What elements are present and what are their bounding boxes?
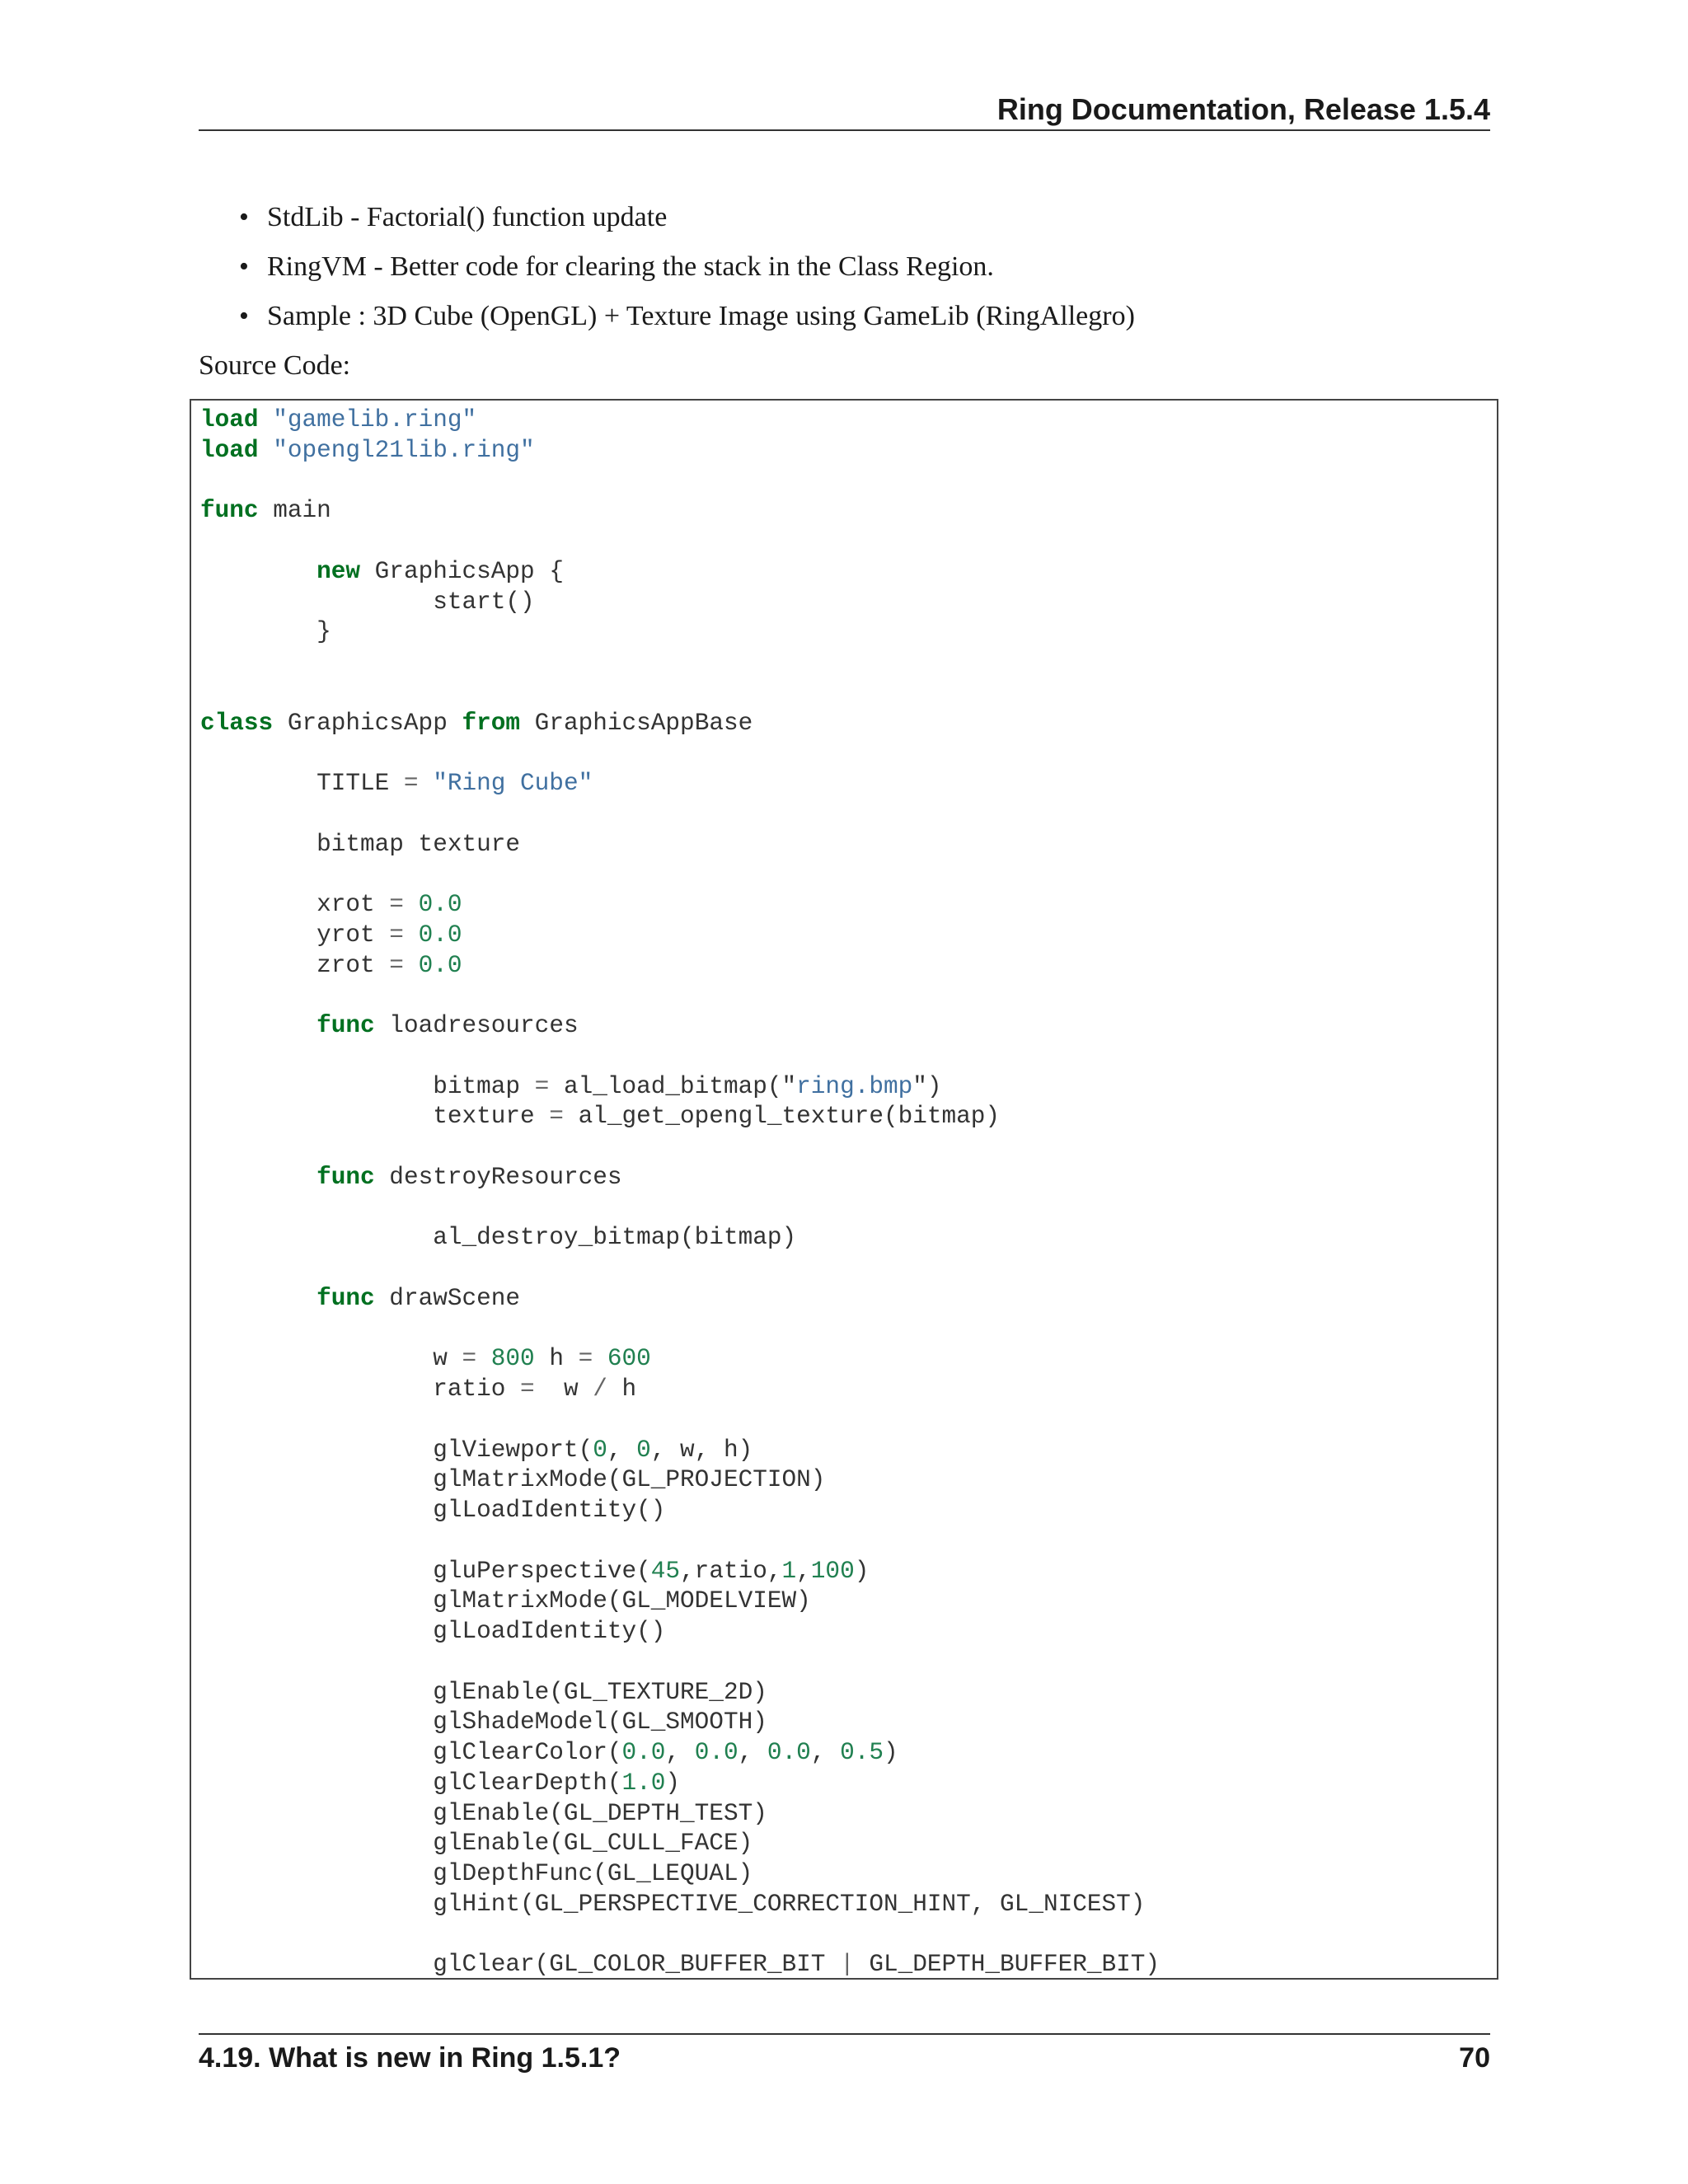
code-token: w: [200, 1345, 462, 1373]
code-token: ,: [810, 1739, 841, 1766]
code-token: xrot: [200, 891, 390, 918]
code-line: [200, 617, 1160, 648]
code-token: |: [840, 1951, 855, 1979]
code-token: GraphicsAppBase: [520, 709, 753, 737]
code-token: 1: [781, 1557, 797, 1585]
code-token: [259, 437, 274, 464]
code-token: [404, 921, 419, 949]
code-line: [200, 1708, 1160, 1738]
code-token: ): [665, 1769, 681, 1797]
code-line: [200, 1344, 1160, 1375]
code-token: glEnable(GL_DEPTH_TEST): [200, 1799, 767, 1827]
code-token: ): [854, 1557, 870, 1585]
code-token: TITLE: [200, 770, 404, 797]
code-token: ratio: [200, 1376, 521, 1403]
code-token: =: [520, 1376, 535, 1403]
footer-section-title: 4.19. What is new in Ring 1.5.1?: [199, 2042, 621, 2074]
code-token: 0.5: [840, 1739, 884, 1766]
code-line: [200, 1375, 1160, 1405]
code-line: [200, 1042, 1160, 1072]
code-token: [200, 1164, 316, 1191]
code-line: [200, 921, 1160, 951]
list-item: • RingVM - Better code for clearing the stack in the Class Region.: [239, 246, 1135, 295]
list-item: • StdLib - Factorial() function update: [239, 196, 1135, 246]
code-token: 0.0: [418, 921, 462, 949]
code-line: [200, 1950, 1160, 1980]
code-token: 0.0: [694, 1739, 738, 1766]
code-line: [200, 1769, 1160, 1799]
code-line: [200, 1315, 1160, 1345]
code-token: al_get_opengl_texture(bitmap): [563, 1103, 1001, 1131]
code-token: =: [534, 1072, 550, 1100]
code-line: [200, 1526, 1160, 1557]
code-token: "Ring Cube": [433, 770, 593, 797]
code-token: ,ratio,: [680, 1557, 782, 1585]
code-token: ,: [738, 1739, 767, 1766]
header-divider: [199, 129, 1490, 131]
code-line: [200, 1647, 1160, 1678]
code-line: [200, 436, 1160, 466]
code-token: 0: [636, 1436, 651, 1464]
code-token: glMatrixMode(GL_MODELVIEW): [200, 1587, 811, 1615]
code-token: "opengl21lib.ring": [273, 436, 535, 464]
code-line: [200, 1829, 1160, 1859]
list-item: • Sample : 3D Cube (OpenGL) + Texture Image using GameLib (RingAllegro): [239, 295, 1135, 344]
code-token: w: [534, 1376, 593, 1403]
code-token: =: [462, 1345, 477, 1373]
bullet-list: [239, 196, 1135, 344]
code-token: 0.0: [418, 891, 462, 918]
code-line: [200, 1132, 1160, 1163]
code-token: glEnable(GL_TEXTURE_2D): [200, 1678, 767, 1706]
code-token: bitmap: [200, 1072, 535, 1100]
code-token: [200, 1012, 316, 1039]
code-token: gluPerspective(: [200, 1557, 651, 1585]
code-line: [200, 588, 1160, 618]
code-token: GL_DEPTH_BUFFER_BIT): [854, 1951, 1160, 1979]
code-token: 0.0: [418, 951, 462, 979]
code-token: func: [200, 497, 259, 525]
code-token: ring.bmp: [796, 1072, 913, 1100]
code-line: [200, 860, 1160, 890]
code-token: glDepthFunc(GL_LEQUAL): [200, 1860, 753, 1887]
code-token: load: [200, 406, 259, 434]
code-line: [200, 405, 1160, 436]
code-token: texture: [200, 1103, 550, 1131]
code-line: [200, 1284, 1160, 1315]
code-line: [200, 1920, 1160, 1951]
code-token: drawScene: [374, 1284, 521, 1312]
code-token: =: [389, 921, 404, 949]
code-line: [200, 648, 1160, 678]
code-token: =: [389, 891, 404, 918]
code-token: [419, 770, 434, 797]
running-header: Ring Documentation, Release 1.5.4: [996, 92, 1490, 126]
code-line: [200, 951, 1160, 982]
code-token: glHint(GL_PERSPECTIVE_CORRECTION_HINT, GL_NICEST): [200, 1890, 1146, 1918]
code-token: GraphicsApp: [273, 709, 462, 737]
code-token: =: [403, 770, 419, 797]
code-token: 1.0: [621, 1769, 666, 1797]
code-line: [200, 799, 1160, 830]
code-token: glLoadIdentity(): [200, 1618, 666, 1645]
code-token: al_load_bitmap(": [549, 1072, 797, 1100]
code-token: glEnable(GL_CULL_FACE): [200, 1830, 753, 1858]
code-token: GraphicsApp {: [360, 557, 564, 585]
code-line: [200, 1586, 1160, 1617]
code-token: class: [200, 709, 274, 737]
code-line: [200, 496, 1160, 527]
footer-divider: [199, 2033, 1490, 2035]
code-line: [200, 1223, 1160, 1254]
code-line: [200, 769, 1160, 799]
code-listing: [200, 405, 1160, 1980]
code-token: 100: [810, 1557, 855, 1585]
code-token: [404, 891, 419, 918]
code-line: [200, 1617, 1160, 1647]
code-token: zrot: [200, 951, 390, 979]
code-line: [200, 890, 1160, 921]
code-token: glClearColor(: [200, 1739, 622, 1766]
code-token: /: [593, 1376, 607, 1403]
code-token: bitmap texture: [200, 830, 521, 858]
code-token: =: [389, 951, 404, 979]
code-line: [200, 1859, 1160, 1890]
code-token: 600: [607, 1345, 651, 1373]
code-token: glClear(GL_COLOR_BUFFER_BIT: [200, 1951, 841, 1979]
code-token: func: [316, 1284, 375, 1312]
code-token: "gamelib.ring": [273, 406, 477, 434]
code-line: [200, 709, 1160, 739]
code-token: [200, 558, 316, 585]
code-token: , w, h): [650, 1436, 753, 1464]
code-line: [200, 557, 1160, 588]
code-token: main: [258, 497, 331, 525]
code-token: 0.0: [767, 1739, 811, 1766]
code-token: al_destroy_bitmap(bitmap): [200, 1224, 797, 1252]
code-token: yrot: [200, 921, 390, 949]
page-number: 70: [1459, 2042, 1490, 2074]
code-token: }: [200, 618, 331, 646]
code-line: [200, 1163, 1160, 1193]
source-code-label: Source Code:: [199, 350, 351, 381]
code-token: func: [316, 1163, 375, 1191]
code-token: [404, 952, 419, 979]
code-token: from: [462, 709, 521, 737]
code-token: glClearDepth(: [200, 1769, 622, 1797]
code-token: ,: [607, 1436, 637, 1464]
code-line: [200, 1465, 1160, 1496]
code-line: [200, 1193, 1160, 1224]
code-token: 0: [593, 1436, 607, 1464]
code-token: ,: [796, 1557, 811, 1585]
code-token: ): [884, 1739, 898, 1766]
code-line: [200, 1557, 1160, 1587]
code-token: glViewport(: [200, 1436, 593, 1464]
code-token: [200, 1285, 316, 1312]
code-token: glLoadIdentity(): [200, 1497, 666, 1524]
code-line: [200, 1799, 1160, 1830]
code-line: [200, 981, 1160, 1011]
code-line: [200, 527, 1160, 557]
code-token: load: [200, 436, 259, 464]
code-block: [190, 399, 1498, 1980]
code-token: "): [912, 1072, 942, 1100]
code-line: [200, 1890, 1160, 1920]
code-line: [200, 1072, 1160, 1103]
code-line: [200, 1102, 1160, 1132]
code-token: 45: [650, 1557, 681, 1585]
code-token: glMatrixMode(GL_PROJECTION): [200, 1466, 826, 1494]
code-line: [200, 1436, 1160, 1466]
code-line: [200, 466, 1160, 497]
code-line: [200, 1254, 1160, 1284]
code-line: [200, 1405, 1160, 1436]
code-line: [200, 1738, 1160, 1769]
code-token: new: [316, 557, 361, 585]
code-line: [200, 678, 1160, 709]
code-token: [476, 1345, 491, 1372]
code-token: glShadeModel(GL_SMOOTH): [200, 1708, 767, 1736]
code-token: =: [549, 1103, 564, 1131]
code-token: start(): [200, 588, 535, 616]
code-token: =: [578, 1345, 593, 1373]
code-token: h: [534, 1345, 579, 1373]
code-token: 800: [490, 1345, 535, 1373]
code-line: [200, 830, 1160, 860]
code-token: destroyResources: [374, 1163, 622, 1191]
code-token: [593, 1345, 607, 1372]
code-token: 0.0: [621, 1739, 666, 1766]
code-token: func: [316, 1012, 375, 1039]
code-line: [200, 738, 1160, 769]
code-line: [200, 1496, 1160, 1526]
code-token: h: [607, 1376, 637, 1403]
code-line: [200, 1678, 1160, 1708]
code-token: [259, 406, 274, 434]
code-token: ,: [665, 1739, 695, 1766]
code-token: loadresources: [374, 1012, 579, 1039]
code-line: [200, 1011, 1160, 1042]
